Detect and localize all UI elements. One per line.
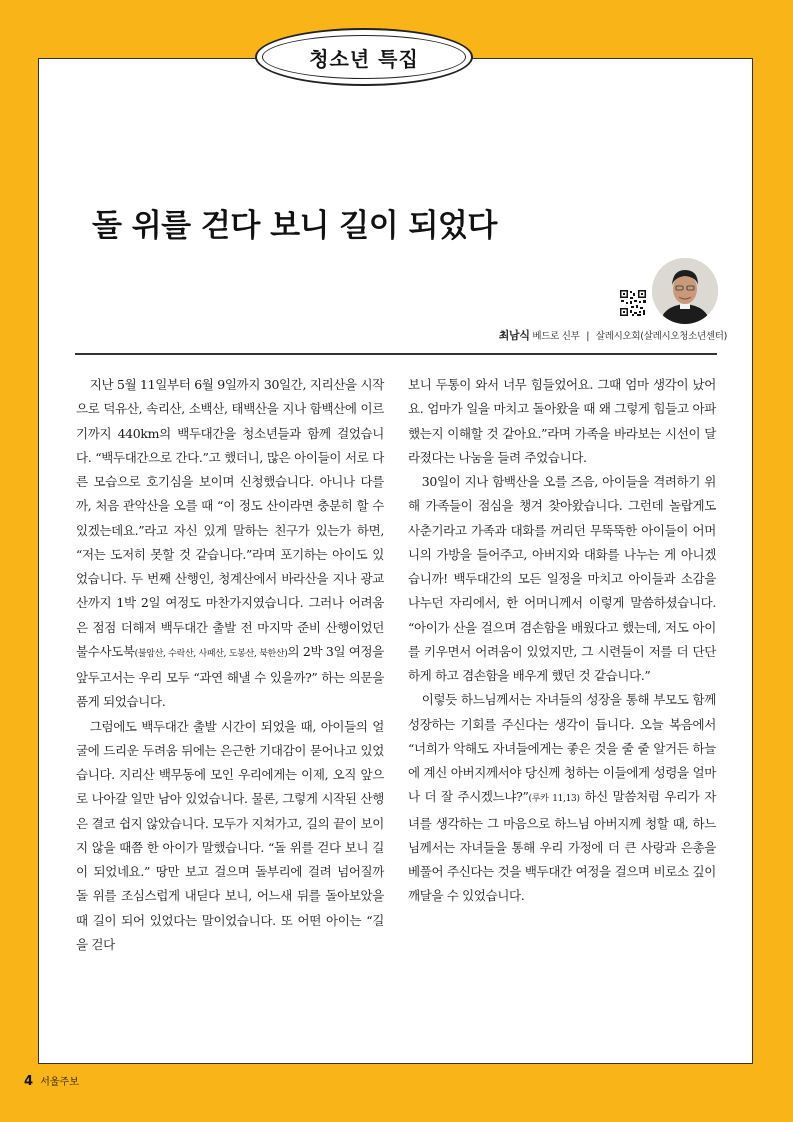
paragraph-4: 이렇듯 하느님께서는 자녀들의 성장을 통해 부모도 함께 성장하는 기회를 주신다는 생각이 듭니다. 오늘 복음에서 “너희가 악해도 자녀들에게는 좋은 것을 줄 줄 알거든 하늘에 계신 아버지께서야 당신께 청하는 이들에게 성령을 얼마나 더 잘 주시겠느냐?”(루카 11,13) 하신 말씀처럼 우리가 자녀를 생각하는 그 마음으로 하느님 아버지께 청할 때, 하느님께서는 자녀들을 통해 우리 가정에 더 큰 사랑과 은총을 베풀어 주신다는 것을 백두대간 여정을 걸으며 비로소 깊이 깨달을 수 있었습니다.: [408, 692, 716, 904]
page-number: 4: [24, 1074, 34, 1089]
paragraph-2: 그럼에도 백두대간 출발 시간이 되었을 때, 아이들의 얼굴에 드리운 두려움 뒤에는 은근한 기대감이 묻어나고 있었습니다. 지리산 백무동에 모인 우리에게는 이제, 오직 앞으로 나아갈 일만 남아 있었습니다. 물론, 그렇게 시작된 산행은 결코 쉽지 않았습니다. 모두가 지쳐가고, 길의 끝이 보이지 않을 때쯤 한 아이가 말했습니다. “돌 위를 걷다 보니 길이 되었네요.” 땅만 보고 걸으며 돌부리에 걸려 넘어질까 돌 위를 조심스럽게 내딛다 보니, 어느새 뒤를 돌아보았을 때 길이 되어 있었다는 말이었습니다. 또 어떤 아이는 “길을 걷다: [76, 718, 384, 952]
author-affiliation: 살레시오회(살레시오청소년센터): [595, 331, 727, 342]
title-divider: [75, 353, 717, 355]
publication-name: 서울주보: [40, 1077, 79, 1088]
author-name: 최남식: [498, 329, 530, 342]
article-title: 돌 위를 걷다 보니 길이 되었다: [92, 208, 497, 244]
paragraph-1: 지난 5월 11일부터 6월 9일까지 30일간, 지리산을 시작으로 덕유산, 속리산, 소백산, 태백산을 지나 함백산에 이르기까지 440km의 백두대간을 청소년들과 함께 걸었습니다. “백두대간으로 간다.”고 했더니, 많은 아이들이 서로 다른 모습으로 호기심을 보이며 신청했습니다. 아니나 다를까, 처음 관악산을 오를 때 “이 정도 산이라면 충분히 할 수 있겠는데요.”라고 자신 있게 말하는 친구가 있는가 하면, “저는 도저히 못할 것 같습니다.”라며 포기하는 아이도 있었습니다. 두 번째 산행인, 청계산에서 바라산을 지나 광교산까지 1박 2일 여정도 마찬가지였습니다. 그러나 어려움은 점점 더해져 백두대간 출발 전 마지막 준비 산행이었던 불수사도북(불암산, 수락산, 사패산, 도봉산, 북한산)의 2박 3일 여정을 앞두고서는 우리 모두 “과연 해낼 수 있을까?” 하는 의문을 품게 되었습니다.: [76, 377, 384, 710]
section-header: [255, 28, 473, 86]
left-column: [76, 373, 384, 957]
author-role: 베드로 신부: [532, 331, 580, 342]
author-photo: [652, 258, 718, 324]
section-label: 청소년 특집: [309, 46, 419, 71]
author-byline: 최남식 베드로 신부 | 살레시오회(살레시오청소년센터): [498, 329, 727, 342]
right-column: [408, 373, 716, 909]
qr-code-icon[interactable]: [619, 289, 647, 317]
page-footer: [24, 1073, 79, 1089]
paragraph-2-continued: 보니 두통이 와서 너무 힘들었어요. 그때 엄마 생각이 났어요. 엄마가 일을 마치고 돌아왔을 때 왜 그렇게 힘들고 아파했는지 이해할 것 같아요.”라며 가족을 바라보는 시선이 달라졌다는 나눔을 들려 주었습니다.: [408, 377, 716, 465]
paragraph-3: 30일이 지나 함백산을 오를 즈음, 아이들을 격려하기 위해 가족들이 점심을 챙겨 찾아왔습니다. 그런데 놀랍게도 사춘기라고 가족과 대화를 꺼리던 무뚝뚝한 아이들이 어머니의 가방을 들어주고, 아버지와 대화를 나누는 게 아니겠습니까! 백두대간의 모든 일정을 마치고 아이들과 소감을 나누던 자리에서, 한 어머니께서 이렇게 말씀하셨습니다. “아이가 산을 걸으며 겸손함을 배웠다고 했는데, 저도 아이를 키우면서 어려움이 있었지만, 그 시련들이 저를 더 단단하게 하고 겸손함을 배우게 했던 것 같습니다.”: [408, 474, 716, 683]
